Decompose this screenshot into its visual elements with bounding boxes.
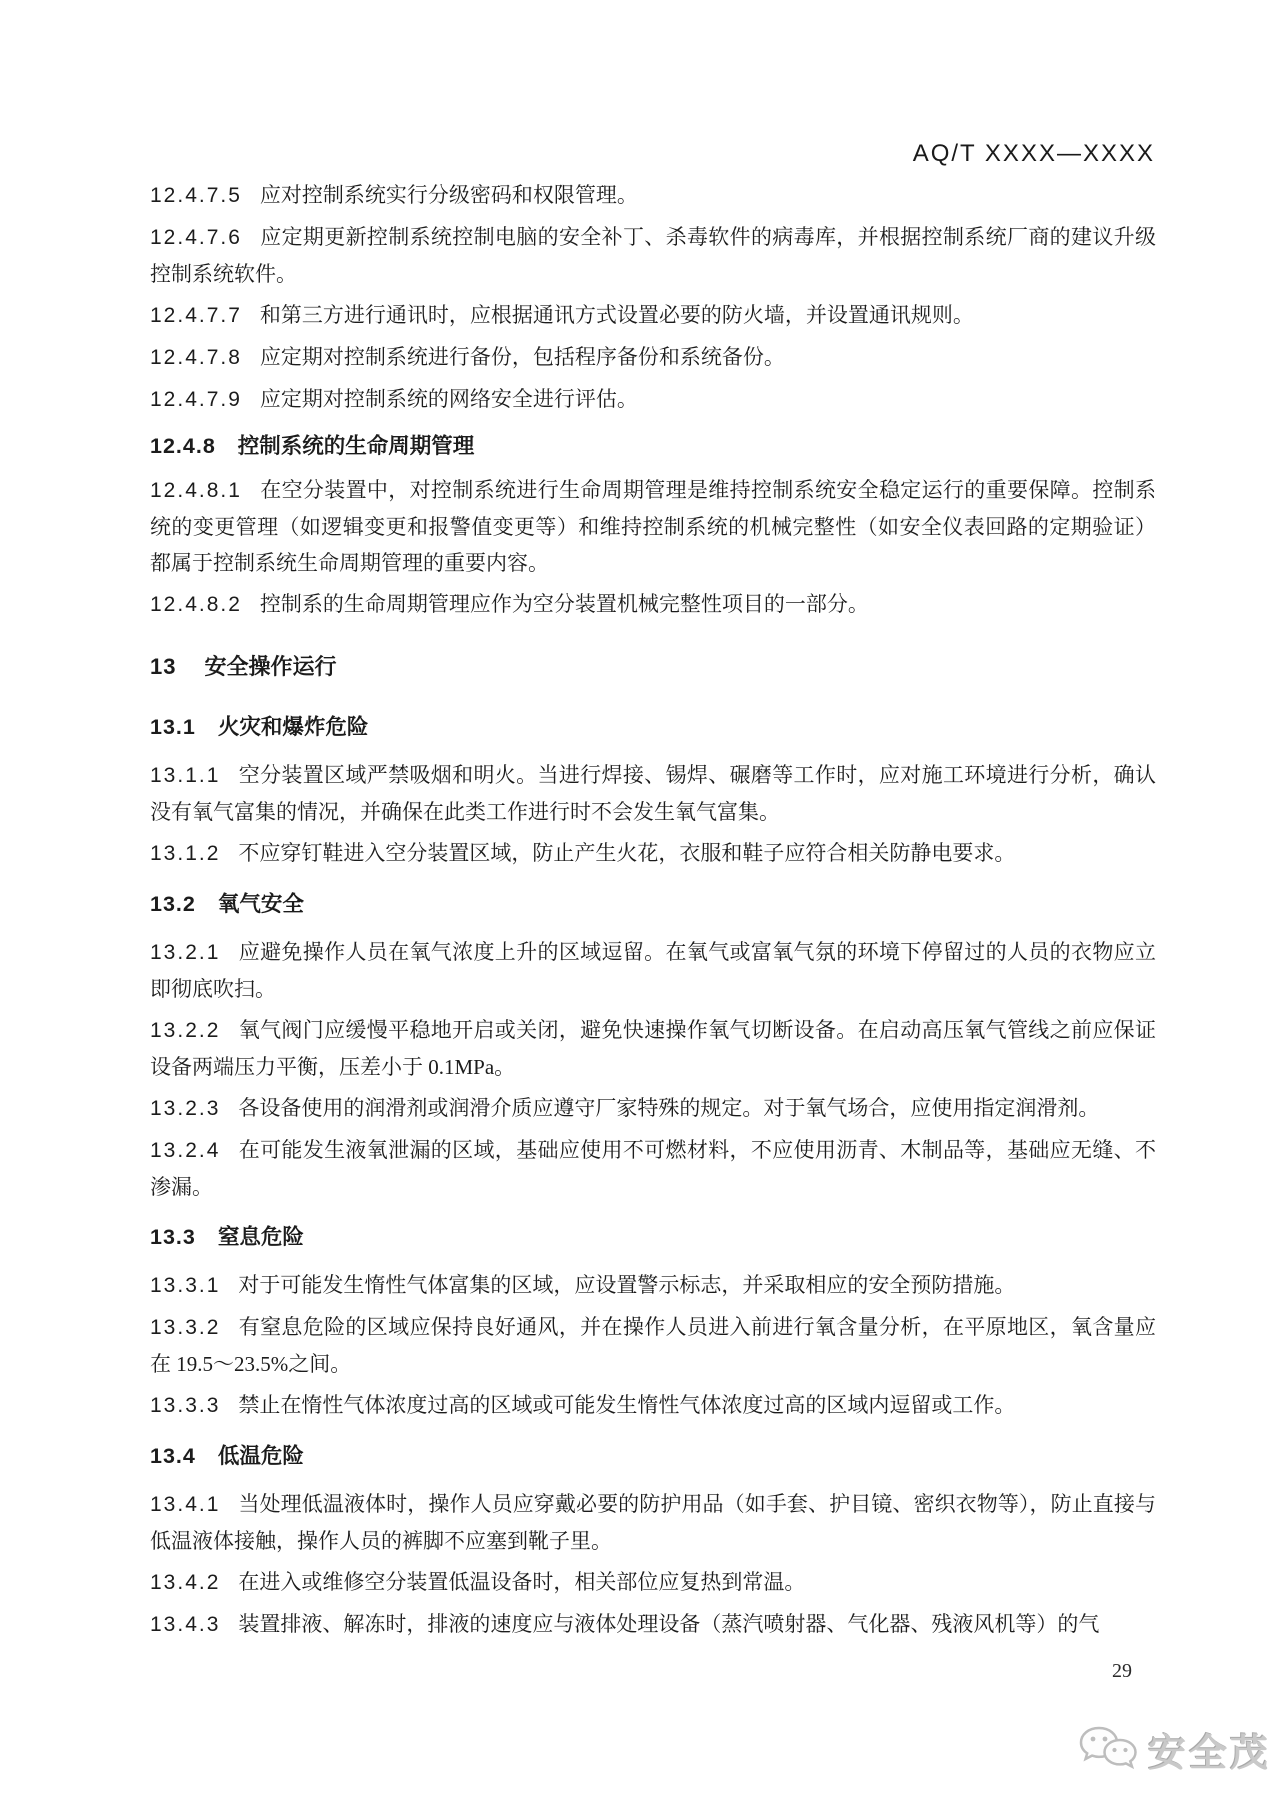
page-header [150, 140, 1155, 168]
page-number: 29 [1112, 1660, 1132, 1682]
clause-text: 禁止在惰性气体浓度过高的区域或可能发生惰性气体浓度过高的区域内逗留或工作。 [238, 1393, 1016, 1417]
clause-12-4-8-2 [150, 586, 1156, 623]
clause-number: 13.4.3 [150, 1613, 221, 1636]
clause-text: 和第三方进行通讯时，应根据通讯方式设置必要的防火墙，并设置通讯规则。 [259, 303, 974, 327]
section-heading-13-3 [150, 1219, 1156, 1255]
clause-13-3-2 [150, 1309, 1156, 1382]
clause-text: 氧气安全 [217, 892, 304, 916]
clause-text: 对于可能发生惰性气体富集的区域，应设置警示标志，并采取相应的安全预防措施。 [238, 1273, 1016, 1297]
clause-text: 火灾和爆炸危险 [217, 715, 369, 739]
section-heading-13-4 [150, 1438, 1156, 1474]
clause-number: 12.4.7.9 [150, 388, 242, 411]
clause-number: 13.3 [150, 1225, 196, 1249]
clause-number: 12.4.8.1 [150, 479, 242, 502]
clause-number: 13.3.3 [150, 1394, 221, 1417]
clause-13-3-3 [150, 1387, 1156, 1424]
clause-text: 氧气阀门应缓慢平稳地开启或关闭，避免快速操作氧气切断设备。在启动高压氧气管线之前应保证设备两端压力平衡，压差小于 0.1MPa。 [150, 1018, 1156, 1079]
clause-13-2-4 [150, 1132, 1156, 1205]
clause-number: 13.2.1 [150, 941, 221, 964]
clause-text: 应定期对控制系统的网络安全进行评估。 [259, 387, 638, 411]
clause-text: 应对控制系统实行分级密码和权限管理。 [259, 183, 638, 207]
section-heading-13-2 [150, 886, 1156, 922]
clause-text: 应避免操作人员在氧气浓度上升的区域逗留。在氧气或富氧气氛的环境下停留过的人员的衣物应立即彻底吹扫。 [150, 940, 1156, 1001]
section-heading-13-1 [150, 709, 1156, 745]
clause-text: 当处理低温液体时，操作人员应穿戴必要的防护用品（如手套、护目镜、密织衣物等），防止直接与低温液体接触，操作人员的裤脚不应塞到靴子里。 [150, 1492, 1156, 1553]
clause-12-4-7-6 [150, 219, 1156, 292]
clause-number: 13.4.1 [150, 1493, 221, 1516]
clause-number: 13.4 [150, 1444, 196, 1468]
clause-text: 控制系的生命周期管理应作为空分装置机械完整性项目的一部分。 [259, 592, 869, 616]
clause-13-2-2 [150, 1012, 1156, 1085]
wechat-icon [1078, 1724, 1140, 1776]
clause-number: 12.4.8 [150, 434, 216, 458]
clause-13-4-1 [150, 1486, 1156, 1559]
standard-number: AQ/T XXXX—XXXX [912, 140, 1155, 167]
clause-13-2-1 [150, 934, 1156, 1007]
clause-number: 13.1.1 [150, 764, 221, 787]
clause-text: 有窒息危险的区域应保持良好通风，并在操作人员进入前进行氧含量分析，在平原地区，氧含量应在 19.5～23.5%之间。 [150, 1315, 1156, 1376]
clause-13-1-2 [150, 835, 1156, 872]
clause-number: 12.4.7.6 [150, 226, 242, 249]
clause-text: 窒息危险 [217, 1225, 304, 1249]
clause-number: 13.1.2 [150, 842, 221, 865]
clause-number: 13.2.4 [150, 1139, 221, 1162]
clause-12-4-8-1 [150, 472, 1156, 581]
section-heading-13 [150, 649, 1156, 685]
clause-text: 控制系统的生命周期管理 [237, 434, 475, 458]
clause-text: 不应穿钉鞋进入空分装置区域，防止产生火花，衣服和鞋子应符合相关防静电要求。 [238, 841, 1016, 865]
clause-12-4-7-9 [150, 381, 1156, 418]
clause-12-4-7-7 [150, 297, 1156, 334]
clause-13-4-2 [150, 1564, 1156, 1601]
clause-text: 应定期对控制系统进行备份，包括程序备份和系统备份。 [259, 345, 785, 369]
clause-text: 各设备使用的润滑剂或润滑介质应遵守厂家特殊的规定。对于氧气场合，应使用指定润滑剂。 [238, 1096, 1100, 1120]
clause-13-1-1 [150, 757, 1156, 830]
clause-text: 在可能发生液氧泄漏的区域，基础应使用不可燃材料，不应使用沥青、木制品等，基础应无缝、不渗漏。 [150, 1138, 1156, 1199]
clause-number: 13.3.2 [150, 1316, 221, 1339]
clause-number: 12.4.7.7 [150, 304, 242, 327]
clause-number: 12.4.7.8 [150, 346, 242, 369]
clause-number: 13.3.1 [150, 1274, 221, 1297]
clause-number: 13.2.3 [150, 1097, 221, 1120]
footer-watermark [1078, 1722, 1271, 1777]
clause-13-3-1 [150, 1267, 1156, 1304]
clause-text: 装置排液、解冻时，排液的速度应与液体处理设备（蒸汽喷射器、气化器、残液风机等）的气 [238, 1612, 1100, 1636]
clause-text: 安全操作运行 [204, 654, 337, 679]
clause-12-4-7-8 [150, 339, 1156, 376]
clause-number: 13.4.2 [150, 1571, 221, 1594]
clause-text: 在进入或维修空分装置低温设备时，相关部位应复热到常温。 [238, 1570, 806, 1594]
clause-text: 应定期更新控制系统控制电脑的安全补丁、杀毒软件的病毒库，并根据控制系统厂商的建议升级控制系统软件。 [150, 225, 1156, 286]
section-heading-12-4-8 [150, 428, 1156, 464]
clause-text: 空分装置区域严禁吸烟和明火。当进行焊接、锡焊、碾磨等工作时，应对施工环境进行分析，确认没有氧气富集的情况，并确保在此类工作进行时不会发生氧气富集。 [150, 763, 1156, 824]
clause-12-4-7-5 [150, 177, 1156, 214]
document-content [150, 172, 1156, 1648]
clause-number: 13.2.2 [150, 1019, 221, 1042]
clause-number: 13.2 [150, 892, 196, 916]
watermark-text: 安全茂 [1148, 1733, 1272, 1775]
clause-text: 低温危险 [217, 1444, 304, 1468]
clause-13-2-3 [150, 1090, 1156, 1127]
clause-number: 12.4.8.2 [150, 593, 242, 616]
clause-number: 12.4.7.5 [150, 184, 242, 207]
clause-text: 在空分装置中，对控制系统进行生命周期管理是维持控制系统安全稳定运行的重要保障。控制系统的变更管理（如逻辑变更和报警值变更等）和维持控制系统的机械完整性（如安全仪表回路的定期验证）都属于控制系统生命周期管理的重要内容。 [150, 478, 1156, 575]
clause-number: 13.1 [150, 715, 196, 739]
clause-13-4-3 [150, 1606, 1156, 1643]
clause-number: 13 [150, 654, 177, 679]
